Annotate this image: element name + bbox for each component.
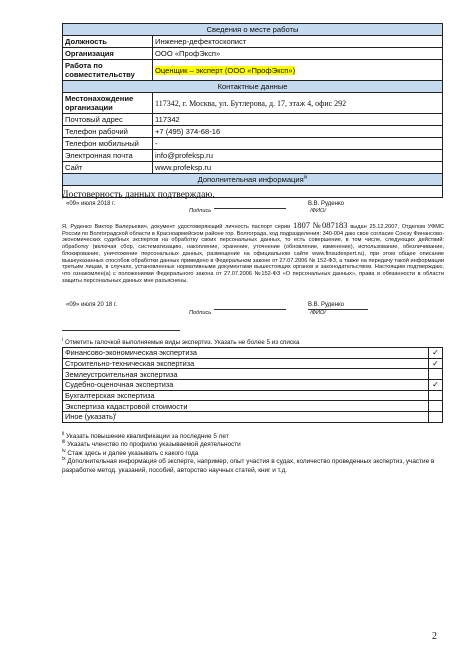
position-value: Инженер-дефектоскопист [153, 36, 443, 48]
table-row [63, 390, 443, 401]
signature-date: «09» июля 2018 г. [66, 201, 116, 207]
expertise-label: Землеустроительная экспертиза [63, 369, 429, 380]
table-row [63, 412, 443, 423]
table-row [63, 380, 443, 391]
expertise-checkbox[interactable] [429, 401, 443, 412]
table-row [63, 348, 443, 359]
footnote-text: Указать членство по профилю указываемой деятельности [67, 441, 241, 449]
table-row [63, 401, 443, 412]
signature-date: «09» июля 20 18 г. [66, 302, 117, 308]
signature-caption: Подпись [189, 310, 212, 316]
footnote-mark: iv [62, 447, 66, 454]
postal-address-label: Почтовый адрес [63, 114, 153, 126]
signature-caption-row-1 [66, 208, 446, 215]
fio-caption: /ФИО/ [310, 208, 326, 214]
footnote-mark: ix [62, 456, 66, 463]
workplace-section-title: Сведения о месте работы [63, 24, 443, 36]
side-job-value: Оценщик – эксперт (ООО «ПрофЭксп») [155, 65, 296, 75]
footnote-text: Стаж здесь и далее указывать с какого года [67, 449, 199, 457]
page-number: 2 [432, 631, 437, 642]
passport-series: 1807 [293, 220, 311, 230]
signature-name: В.В. Руденко [308, 201, 344, 207]
expertise-label: Финансово-экономическая экспертиза [63, 348, 429, 359]
signature-row-2 [66, 302, 446, 310]
extra-info-section-title [63, 174, 443, 186]
side-job-cell [153, 60, 443, 81]
postal-address-value: 117342 [153, 114, 443, 126]
footnote-ref: i [115, 412, 117, 418]
expertise-label: Строительно-техническая экспертиза [63, 358, 429, 369]
table-row [63, 36, 443, 48]
organization-value: ООО «ПрофЭксп» [153, 48, 443, 60]
table-row [63, 369, 443, 380]
footnote-item [62, 441, 444, 449]
footnote-mark: iii [62, 439, 66, 446]
table-row [63, 358, 443, 369]
expertise-label: Судебно-оценочная экспертиза [63, 380, 429, 391]
work-phone-value: +7 (495) 374-68-16 [153, 126, 443, 138]
table-row [63, 150, 443, 162]
expertise-checkbox[interactable] [429, 390, 443, 401]
expertise-checkbox[interactable]: ✓ [429, 358, 443, 369]
work-phone-label: Телефон рабочий [63, 126, 153, 138]
footnote-text: Отметить галочкой выполняемые виды экспертиз. Указать не более 5 из списка [64, 339, 300, 346]
side-job-label: Работа по совместительству [63, 60, 153, 81]
table-row [63, 114, 443, 126]
table-row [63, 138, 443, 150]
passport-number: №087183 [312, 220, 348, 230]
location-value: 117342, г. Москва, ул. Бутлерова, д. 17, этаж 4, офис 292 [153, 93, 443, 114]
footnote-text: Дополнительная информация об эксперте, например, опыт участия в судах, количество проведенных экспертиз, участие в разработке метод. указаний, пособий, авторство научных статей, книг и т.д. [62, 458, 435, 474]
expertise-checkbox[interactable] [429, 369, 443, 380]
footnote-text: Указать повышение квалификации за последние 5 лет [66, 433, 229, 440]
table-row [63, 162, 443, 174]
table-row [63, 48, 443, 60]
expertise-checkbox[interactable] [429, 412, 443, 423]
position-label: Должность [63, 36, 153, 48]
footnote-mark: ii [62, 430, 65, 437]
extra-info-title-text: Дополнительная информация [197, 175, 304, 184]
expertise-checkbox[interactable]: ✓ [429, 348, 443, 359]
footnote-item [62, 447, 444, 458]
email-label: Электронная почта [63, 150, 153, 162]
footnote-ref: ix [303, 174, 308, 181]
confirmation-text: Достоверность данных подтверждаю. [62, 190, 215, 200]
mobile-phone-value: - [153, 138, 443, 150]
organization-label: Организация [63, 48, 153, 60]
email-value: info@profeksp.ru [153, 150, 443, 162]
website-value: www.profeksp.ru [153, 162, 443, 174]
contacts-section-title: Контактные данные [63, 81, 443, 93]
signature-caption-row-2 [66, 310, 446, 317]
mobile-phone-label: Телефон мобильный [63, 138, 153, 150]
expertise-label: Бухгалтерская экспертиза [63, 390, 429, 401]
consent-paragraph [62, 222, 444, 284]
signature-caption: Подпись [189, 208, 212, 214]
website-label: Сайт [63, 162, 153, 174]
expertise-label: Экспертиза кадастровой стоимости [63, 401, 429, 412]
fio-caption: /ФИО/ [310, 310, 326, 316]
location-label: Местонахождение организации [63, 93, 153, 114]
table-row [63, 60, 443, 81]
footnote-divider [62, 330, 180, 331]
consent-body: выдан 25.12.2007, Отделом УФМС России по Волгоградской области в Красноармейском районе гор. Волгограда, код подразделения: 340-004 даю свое согласие Союзу Финансово-экономических судебных экспертов на обработку своих персональных данных, то есть совершение, в том числе, следующих действий: обработку (включая сбор, систематизацию, накопление, хранение, уточнение (обновление, изменение), использование, обезличивание, блокирование, уничтожение персональных данных, размещение на официальном сайте www.finsudexpert.ru), при этом общее описание вышеуказанных способов обработки данных приведено в Федеральном законе от 27.07.2006 № 152-ФЗ, а также на передачу такой информации третьим лицам, в случаях, установленных нормативными документами вышестоящих органов и законодательством. Настоящим подтверждаю, что ознакомлен(а) с положениями Федерального закона от 27.07.2006 №152-ФЗ «О персональных данных», права и обязанности в области защиты персональных данных мне разъяснены. [62, 224, 444, 284]
expertise-checkbox[interactable]: ✓ [429, 380, 443, 391]
consent-intro: Я, Руденко Виктор Валерьевич, документ удостоверяющий личность паспорт серии [62, 224, 291, 230]
expertise-label [63, 412, 429, 423]
expertise-label-text: Иное (указать) [65, 412, 116, 422]
info-table [62, 23, 443, 198]
expertise-table [62, 347, 443, 423]
footnote-mark: i [62, 336, 64, 343]
signature-name: В.В. Руденко [308, 302, 344, 308]
footnote-item [62, 458, 444, 475]
table-row [63, 93, 443, 114]
footnote-i [62, 336, 300, 346]
table-row [63, 126, 443, 138]
footnotes-list [62, 430, 444, 475]
